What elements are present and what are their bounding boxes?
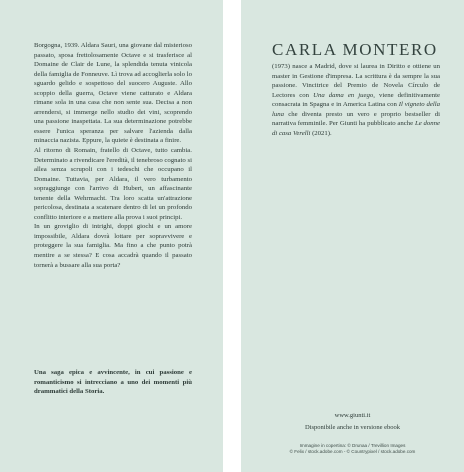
synopsis: [34, 41, 192, 270]
publisher-website: www.giunti.it: [334, 412, 371, 419]
ebook-note: Disponibile anche in versione ebook: [305, 424, 400, 431]
credits-line-1: Immagine in copertina: © Drunaa / Trevillion Images: [299, 443, 406, 448]
synopsis-paragraph-3: In un groviglio di intrighi, doppi giochi e un amore impossibile, Aldara dovrà lottare per sopravvivere e proteggere la sua famiglia. Ma fino a che punto potrà mentire a se stessa? E cosa accadrà quando il passato tornerà a bussare alla sua porta?: [34, 223, 192, 269]
bio-text-3: che diventa presto un vero e proprio bestseller di narrativa femminile. Per Giunti ha pubblicato anche: [272, 110, 440, 128]
credits-line-2: © Felix / stock.adobe.com - © Countrypixel / stock.adobe.com: [289, 449, 416, 455]
bio-text-4: (2021).: [310, 129, 332, 137]
author-bio: [272, 62, 440, 138]
tagline: Una saga epica e avvincente, in cui passione e romanticismo si intrecciano a uno dei momenti più drammatici della Storia.: [34, 369, 192, 396]
bio-title-3: Le donne di casa Verelli: [272, 120, 441, 137]
synopsis-paragraph-1: Borgogna, 1939. Aldara Sauri, una giovane dal misterioso passato, sposa frettolosamente Octave e si trasferisce al Domaine de Clair de Lune, la splendida tenuta vinicola della famiglia de Fonneuve. Lì trova ad accoglierla solo lo sguardo gelido e sospettoso del suocero Auguste. Allo scoppio della guerra, Octave viene catturato e Aldara rimane sola in una casa che non sente sua. Decisa a non arrendersi, si immerge nello studio dei vini, scoprendo una passione inaspettata. La sua determinazione potrebbe essere l'unica speranza per salvare l'azienda dalla minaccia nazista. Eppure, la quiete è destinata a finire.: [34, 42, 192, 145]
bio-title-2: Il vigneto della luna: [272, 101, 440, 118]
author-name: CARLA MONTERO: [272, 40, 438, 59]
bio-title-1: Una dama en juego: [313, 91, 374, 99]
bio-text-1: (1973) nasce a Madrid, dove si laurea in Diritto e ottiene un master in Gestione d'impresa. La scrittura è da sempre la sua passione. Vincitrice del Premio de Novela Círculo de Lectores con: [272, 63, 440, 99]
image-credits: [241, 443, 464, 456]
synopsis-paragraph-2: Al ritorno di Romain, fratello di Octave, tutto cambia. Determinato a rivendicare l'eredità, il tenebroso cognato si allea senza scrupoli con i tedeschi che occupano il Domaine. Tuttavia, per Aldara, il vero turbamento sopraggiunge con l'arrivo di Hubert, un affascinante tenente della Wehrmacht. Tra loro scatta un'attrazione pericolosa, destinata a scatenare dentro di lei un profondo conflitto interiore e a mettere alla prova i suoi principi.: [34, 147, 192, 221]
bio-text-2: , viene definitivamente consacrata in Spagna e in America Latina con: [272, 91, 440, 109]
